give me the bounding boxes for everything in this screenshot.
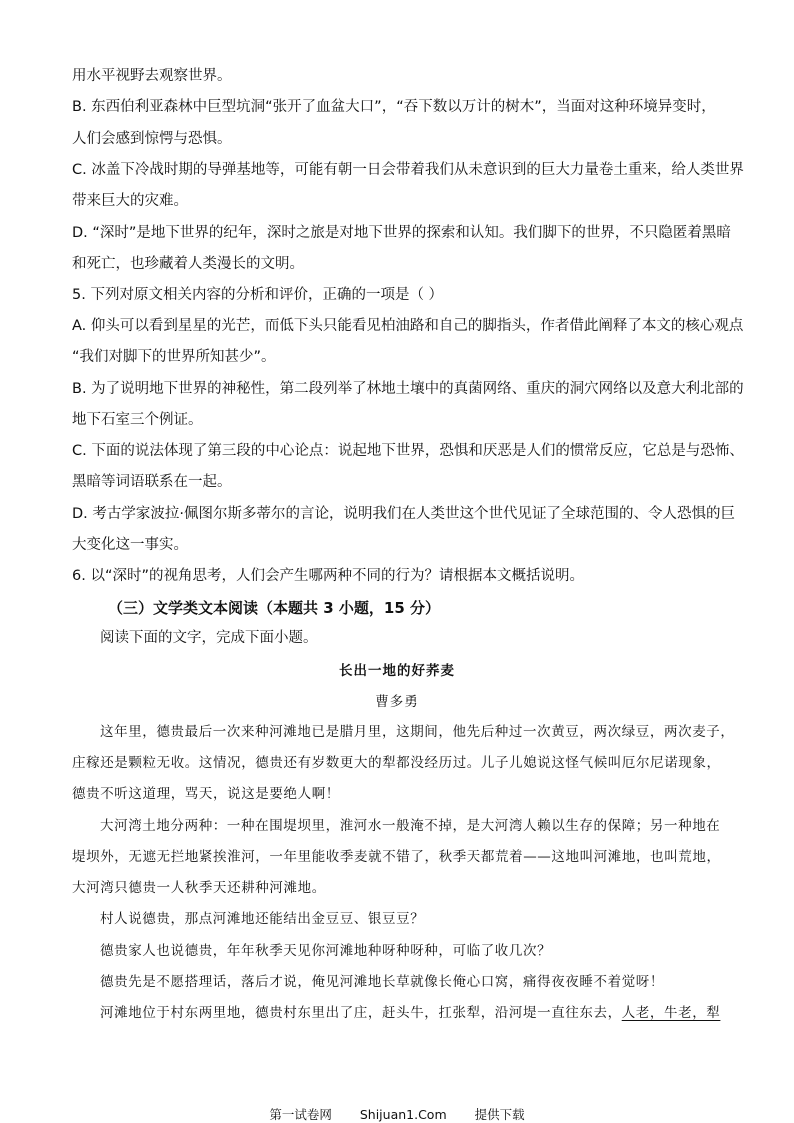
text-line: 人们会感到惊愕与恐惧。 (72, 131, 232, 147)
option-b-line: B. 东西伯利亚森林中巨型坑洞“张开了血盆大口”，“吞下数以万计的树木”，当面对这种环境异变时， (72, 99, 716, 115)
text-line: 带来巨大的灾难。 (72, 193, 188, 209)
question-6: 6. 以“深时”的视角思考，人们会产生哪两种不同的行为？请根据本文概括说明。 (72, 568, 584, 584)
option-b-line: B. 为了说明地下世界的神秘性，第二段列举了林地土壤中的真菌网络、重庆的洞穴网络以及意大利北部的 (72, 381, 744, 397)
paragraph-text: 河滩地位于村东两里地，德贵村东里出了庄，赶头牛，扛张犁，沿河堤一直往东去， (100, 1005, 622, 1021)
footer-site-url: Shijuan1.Com (359, 1107, 447, 1122)
paragraph-line: 这年里，德贵最后一次来种河滩地已是腊月里，这期间，他先后种过一次黄豆，两次绿豆，两次麦子， (100, 724, 735, 740)
paragraph-line (100, 1003, 720, 1023)
paragraph-line: 大河湾土地分两种：一种在围堤坝里，淮河水一般淹不掉，是大河湾人赖以生存的保障；另一种地在 (100, 818, 721, 834)
option-c-line: C. 下面的说法体现了第三段的中心论点：说起地下世界，恐惧和厌恶是人们的惯常反应，它总是与恐怖、 (72, 443, 744, 459)
option-a-line: A. 仰头可以看到星星的光芒，而低下头只能看见柏油路和自己的脚指头，作者借此阐释了本文的核心观点 (72, 318, 744, 334)
text-line: 用水平视野去观察世界。 (72, 68, 232, 84)
paragraph-line: 德贵不听这道理，骂天，说这是要绝人啊！ (72, 786, 340, 802)
paragraph-line: 德贵家人也说德贵，年年秋季天见你河滩地种呀种呀种，可临了收几次？ (100, 943, 552, 959)
text-line: “我们对脚下的世界所知甚少”。 (72, 349, 276, 365)
text-line: 和死亡，也珍藏着人类漫长的文明。 (72, 256, 304, 272)
paragraph-line: 庄稼还是颗粒无收。这情况，德贵还有岁数更大的犁都没经历过。儿子儿媳说这怪气候叫厄尔尼诺现象， (72, 755, 721, 771)
reading-instruction: 阅读下面的文字，完成下面小题。 (100, 630, 318, 646)
paragraph-line: 德贵先是不愿搭理话，落后才说，俺见河滩地长草就像长俺心口窝，痛得夜夜睡不着觉呀！ (100, 974, 664, 990)
text-line: 地下石室三个例证。 (72, 412, 203, 428)
underlined-text: 人老，牛老，犁 (621, 1005, 721, 1021)
text-line: 大变化这一事实。 (72, 537, 188, 553)
text-line: 黑暗等词语联系在一起。 (72, 474, 232, 490)
paragraph-line: 村人说德贵，那点河滩地还能结出金豆豆、银豆豆？ (100, 911, 425, 927)
paragraph-line: 堤坝外，无遮无拦地紧挨淮河，一年里能收季麦就不错了，秋季天都荒着——这地叫河滩地，也叫荒地， (72, 849, 721, 865)
footer-site-name: 第一试卷网 (269, 1107, 332, 1122)
option-d-line: D. 考古学家波拉·佩图尔斯多蒂尔的言论，说明我们在人类世这个世代见证了全球范围的、令人恐惧的巨 (72, 506, 735, 522)
section-heading: （三）文学类文本阅读（本题共 3 小题，15 分） (108, 599, 440, 617)
option-d-line: D. “深时”是地下世界的纪年，深时之旅是对地下世界的探索和认知。我们脚下的世界，不只隐匿着黑暗 (72, 225, 731, 241)
story-author: 曹多勇 (375, 694, 419, 710)
question-5: 5. 下列对原文相关内容的分析和评价，正确的一项是（ ） (72, 287, 444, 303)
paragraph-line: 大河湾只德贵一人秋季天还耕种河滩地。 (72, 880, 326, 896)
option-c-line: C. 冰盖下冷战时期的导弹基地等，可能有朝一日会带着我们从未意识到的巨大力量卷土重来，给人类世界 (72, 162, 744, 178)
page-footer (0, 1105, 794, 1123)
story-title: 长出一地的好荞麦 (339, 663, 455, 679)
footer-download: 提供下载 (474, 1107, 525, 1122)
